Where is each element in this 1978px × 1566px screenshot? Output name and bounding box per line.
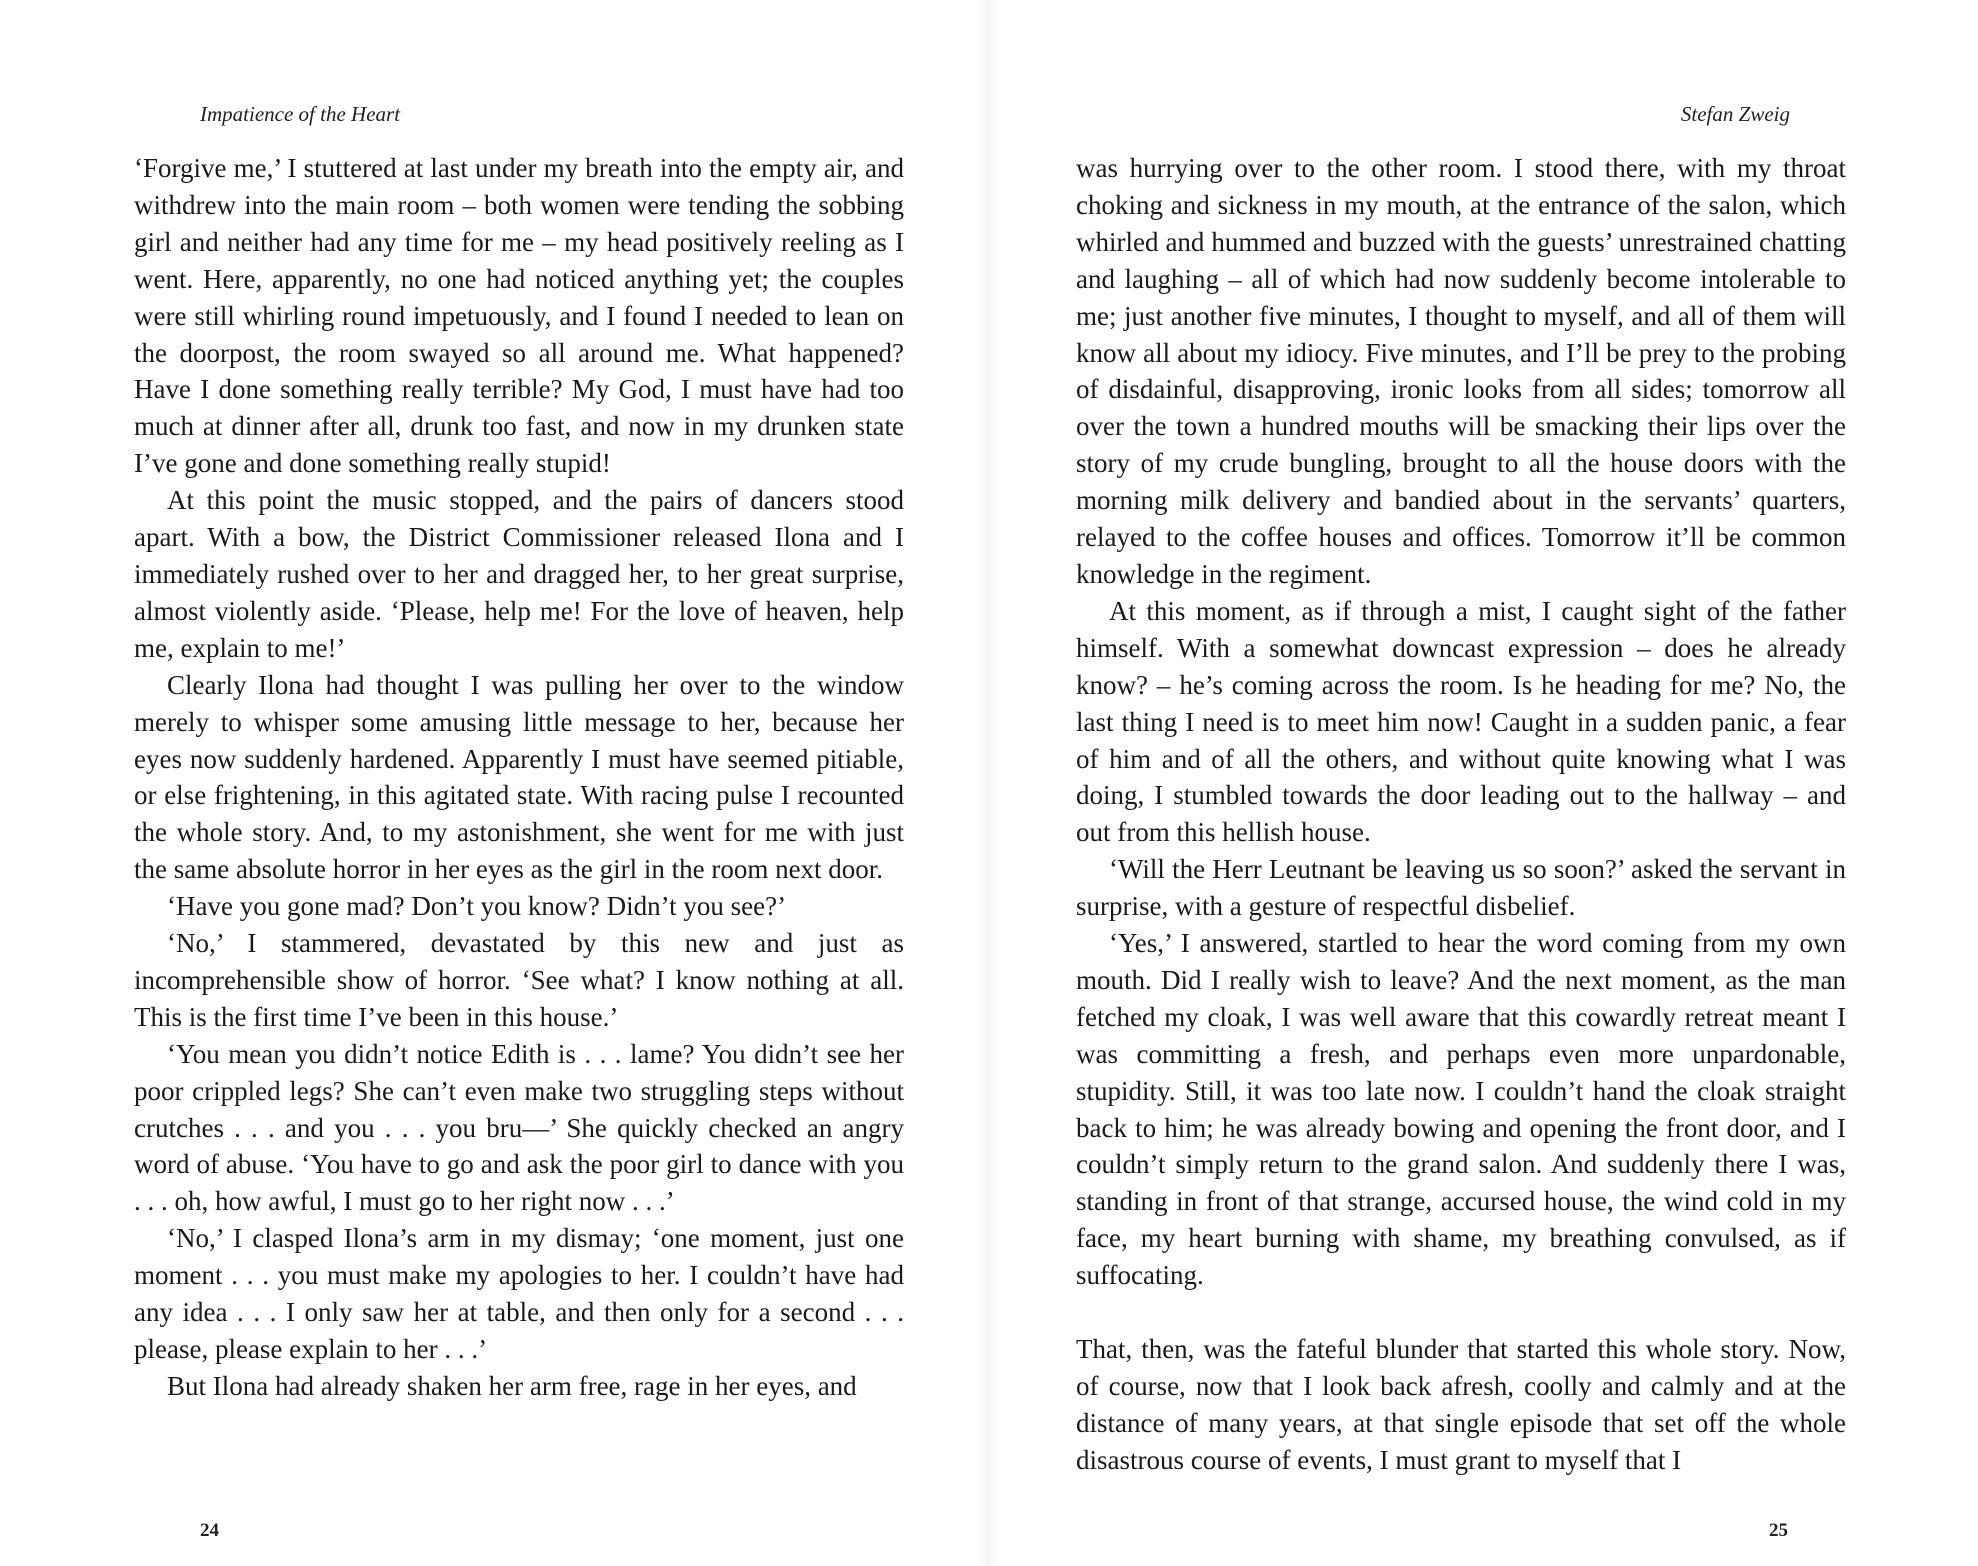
paragraph: At this point the music stopped, and the pairs of dancers stood apart. With a bow, the District Commissioner released Ilona and I immediately rushed over to her and dragged her, to her great surprise, almost violently aside. ‘Please, help me! For the love of heaven, help me, explain to me!’: [134, 485, 904, 663]
right-page-text: [1076, 150, 1846, 1479]
paragraph: ‘No,’ I stammered, devastated by this new and just as incomprehensible show of horror. ‘See what? I know nothing at all. This is the first time I’ve been in this house.’: [134, 928, 904, 1032]
left-page-text: [134, 150, 904, 1405]
paragraph: But Ilona had already shaken her arm free, rage in her eyes, and: [167, 1370, 857, 1401]
paragraph: Clearly Ilona had thought I was pulling her over to the window merely to whisper some amusing little message to her, because her eyes now suddenly hardened. Apparently I must have seemed pitiable, or else frightening, in this agitated state. With racing pulse I recounted the whole story. And, to my astonishment, she went for me with just the same absolute horror in her eyes as the girl in the room next door.: [134, 669, 904, 885]
page-number-right: 25: [1769, 1520, 1788, 1541]
paragraph: At this moment, as if through a mist, I caught sight of the father himself. With a somewhat downcast expression – does he already know? – he’s coming across the room. Is he heading for me? No, the last thing I need is to meet him now! Caught in a sudden panic, a fear of him and of all the others, and without quite knowing what I was doing, I stumbled towards the door leading out to the hallway – and out from this hellish house.: [1076, 595, 1846, 848]
running-head-left: Impatience of the Heart: [200, 102, 401, 126]
paragraph: ‘Forgive me,’ I stuttered at last under my breath into the empty air, and withdrew into the main room – both women were tending the sobbing girl and neither had any time for me – my head positively reeling as I went. Here, apparently, no one had noticed anything yet; the couples were still whirling round impetuously, and I found I needed to lean on the doorpost, the room swayed so all around me. What happened? Have I done something really terrible? My God, I must have had too much at dinner after all, drunk too fast, and now in my drunken state I’ve gone and done something really stupid!: [134, 153, 904, 479]
right-page: [989, 0, 1978, 1566]
running-head-right: Stefan Zweig: [1680, 102, 1790, 126]
paragraph: ‘You mean you didn’t notice Edith is . . . lame? You didn’t see her poor crippled legs? She can’t even make two struggling steps without crutches . . . and you . . . you bru—’ She quickly checked an angry word of abuse. ‘You have to go and ask the poor girl to dance with you . . . oh, how awful, I must go to her right now . . .’: [134, 1038, 904, 1217]
paragraph: ‘Yes,’ I answered, startled to hear the word coming from my own mouth. Did I really wish to leave? And the next moment, as the man fetched my cloak, I was well aware that this cowardly retreat meant I was committing a fresh, and perhaps even more unpardonable, stupidity. Still, it was too late now. I couldn’t hand the cloak straight back to him; he was already bowing and opening the front door, and I couldn’t simply return to the grand salon. And suddenly there I was, standing in front of that strange, accursed house, the wind cold in my face, my heart burning with shame, my breathing convulsed, as if suffocating.: [1076, 928, 1846, 1291]
section-break-paragraph: That, then, was the fateful blunder that started this whole story. Now, of course, now that I look back afresh, coolly and calmly and at the distance of many years, at that single episode that set off the whole disastrous course of events, I must grant to myself that I: [1076, 1333, 1846, 1475]
paragraph: ‘No,’ I clasped Ilona’s arm in my dismay; ‘one moment, just one moment . . . you must make my apologies to her. I couldn’t have had any idea . . . I only saw her at table, and then only for a second . . . please, please explain to her . . .’: [134, 1223, 904, 1364]
paragraph: ‘Will the Herr Leutnant be leaving us so soon?’ asked the servant in surprise, with a gesture of respectful disbelief.: [1076, 854, 1846, 922]
paragraph: was hurrying over to the other room. I stood there, with my throat choking and sickness in my mouth, at the entrance of the salon, which whirled and hummed and buzzed with the guests’ unrestrained chatting and laughing – all of which had now suddenly become intolerable to me; just another five minutes, I thought to myself, and all of them will know all about my idiocy. Five minutes, and I’ll be prey to the probing of disdainful, disapproving, ironic looks from all sides; tomorrow all over the town a hundred mouths will be smacking their lips over the story of my crude bungling, brought to all the house doors with the morning milk delivery and bandied about in the servants’ quarters, relayed to the coffee houses and offices. Tomorrow it’ll be common knowledge in the regiment.: [1076, 153, 1846, 589]
page-number-left: 24: [200, 1520, 219, 1541]
paragraph: ‘Have you gone mad? Don’t you know? Didn’t you see?’: [167, 891, 787, 922]
